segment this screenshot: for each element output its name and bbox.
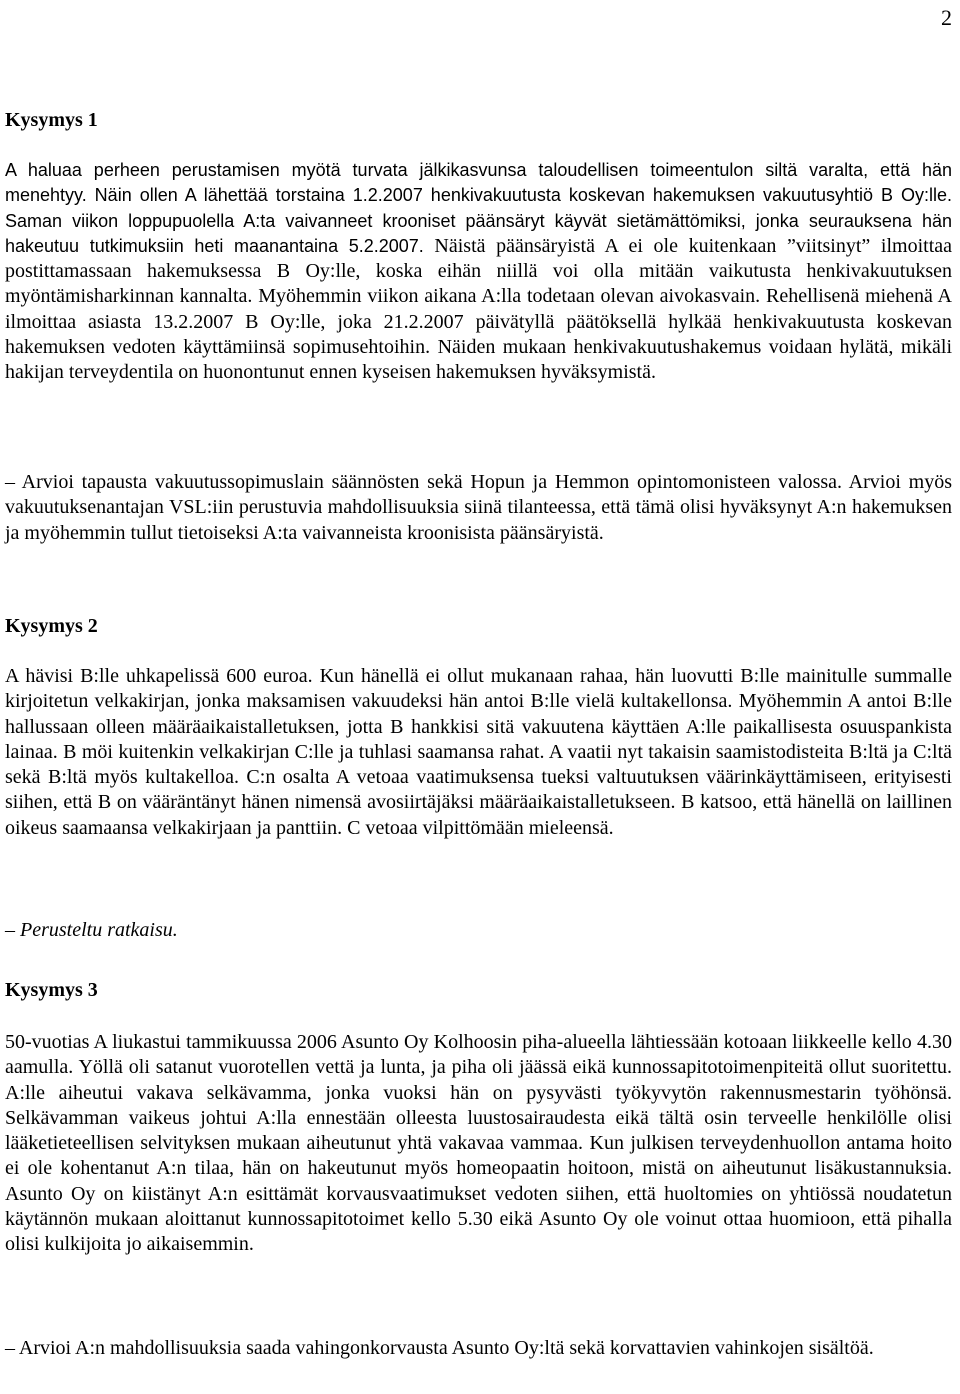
question-3-paragraph: 50-vuotias A liukastui tammikuussa 2006 Asunto Oy Kolhoosin piha-alueella lähtiessään kotoaan liikkeelle kello 4.30 aamulla. Yöllä oli satanut vuorotellen vettä ja lunta, ja piha oli jäässä eikä kunnossapitotoimenpiteitä ollut suoritettu. A:lle aiheutui vakava selkävamma, jonka vuoksi hän on pysyvästi työkyvytön rakennusmestarin työhönsä. Selkävamman vaikeus johtui A:lla ennestään olleesta luustosairaudesta eikä tältä osin terveelle henkilölle olisi lääketieteellisen selvityksen mukaan aiheutunut yhtä vakavaa vammaa. Kun julkisen terveydenhuollon antama hoito ei ole kohentanut A:n tilaa, hän on hakeutunut myös homeopaatin hoitoon, mistä on aiheutunut lisäkustannuksia. Asunto Oy on kiistänyt A:n esittämät korvausvaatimukset vedoten siihen, että huoltomies on yhtiössä noudatetun käytännön mukaan aloittanut kunnossapitotoimet kello 5.30 eikä Asunto Oy ole voinut ottaa huomioon, että pihalla olisi kulkijoita jo aikaisemmin. <box>5 1031 952 1256</box>
question-2-paragraph: A hävisi B:lle uhkapelissä 600 euroa. Kun hänellä ei ollut mukanaan rahaa, hän luovutti B:lle mainitulle summalle kirjoitetun velkakirjan, jonka maksamisen vakuudeksi hän antoi B:lle vielä kultakellonsa. Myöhemmin A antoi B:lle hallussaan olleen määräaikaistalletuksen, jotta B hankkisi sitä vakuutena käyttäen A:lle paikallisesta osuuspankista lainaa. B möi kuitenkin velkakirjan C:lle ja tuhlasi saamansa rahat. A vaatii nyt takaisin saamistodisteita B:ltä ja C:ltä sekä B:ltä myös kultakelloa. C:n osalta A vetoaa vaatimuksensa tueksi valtuutuksen väärinkäyttämiseen, erityisesti siihen, että B on vääräntänyt hänen nimensä avosiirtäjäksi määräaikaistalletukseen. B katsoo, että hänellä on laillinen oikeus saamaansa velkakirjaan ja panttiin. C vetoaa vilpittömään mieleensä. <box>5 665 952 839</box>
question-3-task: – Arvioi A:n mahdollisuuksia saada vahingonkorvausta Asunto Oy:ltä sekä korvattavien vahinkojen sisältöä. <box>5 1337 874 1359</box>
question-1-heading: Kysymys 1 <box>5 109 98 131</box>
page-number: 2 <box>941 5 952 30</box>
question-3-heading: Kysymys 3 <box>5 979 98 1001</box>
question-1-paragraph-part-a: A haluaa perheen perustamisen myötä turvata jälkikasvunsa taloudellisen toimeentulon siltä varalta, että hän menehtyy. Näin ollen A lähettää torstaina 1.2.2007 henkivakuutusta koskevan hakemuksen vakuutusyhtiö B Oy:lle. Saman viikon loppupuolella A:ta vaivanneet krooniset päänsäryt käyvät sietämättömiksi, jonka seurauksena hän hakeutuu tutkimuksiin heti maanantaina 5.2.2007. <box>5 160 952 256</box>
question-1-task: – Arvioi tapausta vakuutussopimuslain säännösten sekä Hopun ja Hemmon opintomonisteen valossa. Arvioi myös vakuutuksenantajan VSL:iin perustuvia mahdollisuuksia siinä tilanteessa, että tämä olisi hyväksynyt A:n hakemuksen ja myöhemmin tullut tietoiseksi A:ta vaivanneista kroonisista päänsäryistä. <box>5 471 952 544</box>
question-1-paragraph <box>5 158 952 386</box>
question-1-paragraph-part-b: Näistä päänsäryistä A ei ole kuitenkaan ”viitsinyt” ilmoittaa postittamassaan hakemuksessa B Oy:lle, koska eihän niillä voi olla mitään vaikutusta henkivakuutuksen myöntämisharkinnan kannalta. Myöhemmin viikon aikana A:lla todetaan olevan aivokasvain. Rehellisenä miehenä A ilmoittaa asiasta 13.2.2007 B Oy:lle, joka 21.2.2007 päivätyllä päätöksellä hylkää henkivakuutusta koskevan hakemuksen vedoten käyttämiinsä sopimusehtoihin. Näiden mukaan henkivakuutushakemus voidaan hylätä, mikäli hakijan terveydentila on huonontunut ennen kyseisen hakemuksen hyväksymistä. <box>5 234 953 384</box>
question-2-heading: Kysymys 2 <box>5 615 98 637</box>
question-2-task: – Perusteltu ratkaisu. <box>5 919 178 941</box>
